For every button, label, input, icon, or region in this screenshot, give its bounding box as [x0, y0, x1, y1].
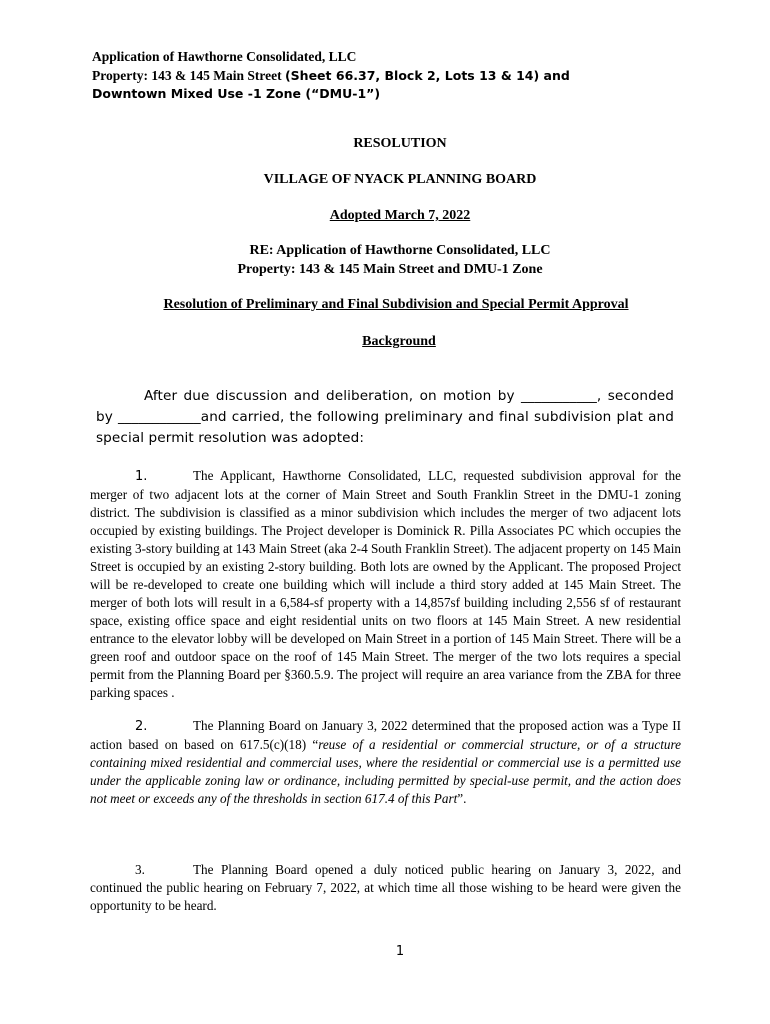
paragraph-2-text-before: The Planning Board on January 3, 2022 determined that the proposed action was a Type II action based on based on 617.5(c)(18) “	[90, 718, 681, 752]
title-adopted-text: Adopted March 7, 2022	[329, 208, 471, 223]
header-zone-line	[92, 84, 712, 103]
title-property-text: Property: 143 & 145 Main Street and DMU-1 Zone	[237, 262, 543, 277]
title-resolution-text: RESOLUTION	[353, 136, 447, 151]
section-heading-background	[0, 334, 770, 350]
numbered-paragraph-3	[90, 861, 681, 915]
paragraph-1-number: 1.	[135, 469, 148, 484]
intro-paragraph	[96, 386, 674, 449]
page-number	[0, 944, 770, 959]
title-re-line	[0, 243, 770, 259]
header-property-line	[92, 66, 712, 85]
title-re-text: RE: Application of Hawthorne Consolidated, LLC	[249, 243, 551, 258]
paragraph-1-text: The Applicant, Hawthorne Consolidated, LLC, requested subdivision approval for the merger of two adjacent lots at the corner of Main Street and South Franklin Street in the DMU-1 zoning district. The subdivision is classified as a minor subdivision which includes the merger of two adjacent lots occupied by existing buildings. The Project developer is Dominick R. Pilla Associates PC which occupies the existing 3-story building at 143 Main Street (aka 2-4 South Franklin Street). The adjacent property on 145 Main Street is occupied by an existing 2-story building. Both lots are owned by the Applicant. The proposed Project will be re-developed to create one building which will include a third story added at 145 Main Street. The merger of both lots will result in a 6,584-sf property with a 14,857sf building including 2,556 sf of restaurant space, existing office space and eight residential units on two floors at 145 Main Street. A new residential entrance to the elevator lobby will be developed on Main Street in a portion of 145 Main Street. There will be a green roof and outdoor space on the roof of 145 Main Street. The merger of the two lots requires a special permit from the Planning Board per §360.5.9. The project will require an area variance from the ZBA for three parking spaces .	[90, 468, 681, 700]
title-resolution	[0, 136, 770, 152]
numbered-paragraph-1	[90, 467, 681, 702]
paragraph-3-text: The Planning Board opened a duly noticed public hearing on January 3, 2022, and continued the public hearing on February 7, 2022, at which time all those wishing to be heard were given the opportunity to be heard.	[90, 862, 681, 913]
title-property-line	[0, 262, 770, 278]
paragraph-2-quoted-regulation: reuse of a residential or commercial structure, or of a structure containing mixed residential and commercial uses, where the residential or commercial use is a permitted use under the applicable zoning law or ordinance, including permitted by special-use permit, and the action does not meet or exceeds any of the thresholds in section 617.4 of this Part	[90, 737, 681, 806]
title-adopted-date	[0, 208, 770, 224]
numbered-paragraph-2	[90, 717, 681, 808]
paragraph-2-number: 2.	[135, 719, 148, 734]
paragraph-2-text-after: ”.	[457, 791, 467, 806]
paragraph-3-number: 3.	[135, 862, 145, 877]
header-applicant-line	[92, 47, 712, 66]
page-number-text: 1	[395, 944, 405, 959]
title-board	[0, 172, 770, 188]
header-applicant-text: Application of Hawthorne Consolidated, LLC	[92, 49, 357, 64]
header-property-text: Property: 143 & 145 Main Street	[92, 68, 285, 83]
title-board-text: VILLAGE OF NYACK PLANNING BOARD	[263, 172, 537, 187]
section-heading-background-text: Background	[362, 334, 436, 349]
intro-paragraph-text: After due discussion and deliberation, on motion by ___________, seconded by ____________and carried, the following preliminary and final subdivision plat and special permit resolution was adopted:	[96, 388, 674, 446]
header-zone-text: Downtown Mixed Use -1 Zone (“DMU-1”)	[92, 86, 381, 101]
title-subject-text: Resolution of Preliminary and Final Subdivision and Special Permit Approval	[163, 297, 629, 312]
title-subject	[0, 297, 770, 313]
header-sheet-block-lots: (Sheet 66.37, Block 2, Lots 13 & 14) and	[284, 68, 570, 83]
